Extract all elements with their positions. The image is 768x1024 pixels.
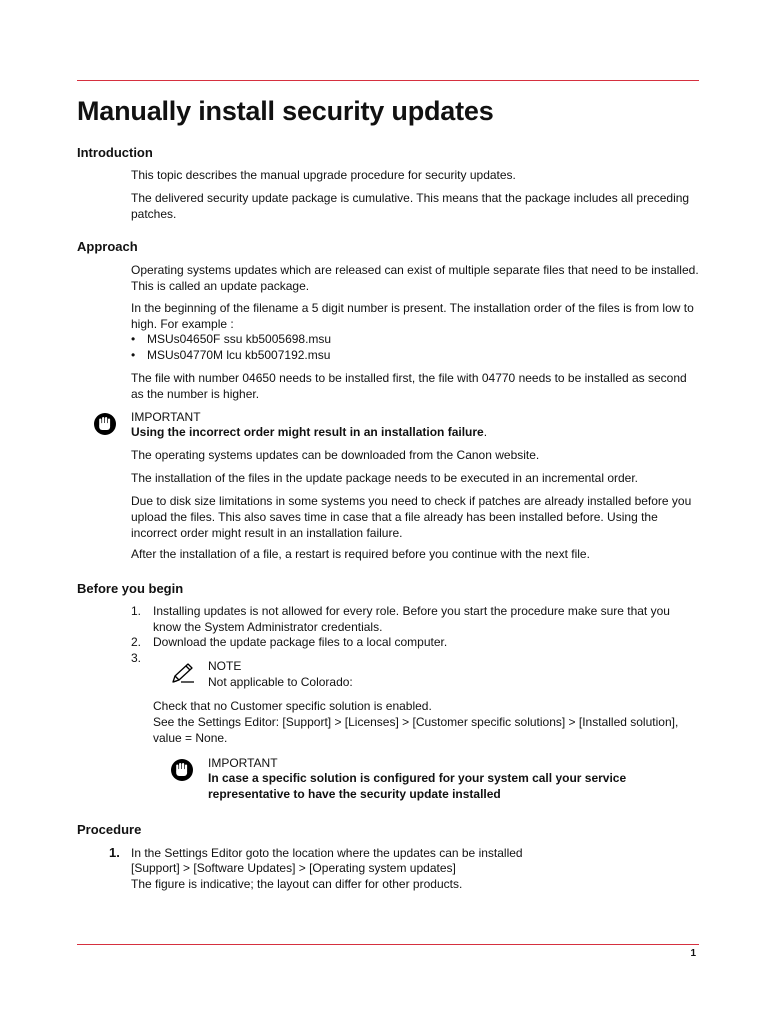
approach-paragraph-2: In the beginning of the filename a 5 digit number is present. The installation order of the files is from low to high. For example : [131, 301, 694, 331]
bullet: • [131, 332, 136, 346]
important-text [131, 424, 701, 440]
step-number: 2. [131, 635, 142, 649]
note-text: Not applicable to Colorado: [208, 675, 353, 689]
page-number: 1 [690, 948, 696, 959]
procedure-line-1: In the Settings Editor goto the location where the updates can be installed [131, 846, 523, 860]
intro-paragraph-1: This topic describes the manual upgrade procedure for security updates. [131, 168, 516, 182]
step-text: Download the update package files to a local computer. [153, 635, 448, 649]
important-label: IMPORTANT [208, 756, 278, 770]
list-item-text: MSUs04770M lcu kb5007192.msu [147, 348, 331, 362]
bullet: • [131, 348, 136, 362]
approach-paragraph-5: The installation of the files in the update package needs to be executed in an incremental order. [131, 471, 638, 485]
section-heading-approach: Approach [77, 239, 138, 254]
step-text: Installing updates is not allowed for every role. Before you start the procedure make sure that you know the System Administrator credentials. [153, 604, 670, 634]
bottom-rule [77, 944, 699, 945]
hand-stop-icon [93, 412, 117, 436]
step-number: 1. [131, 604, 142, 618]
important-text-body: Using the incorrect order might result in an installation failure [131, 425, 484, 439]
note-label: NOTE [208, 659, 242, 673]
procedure-line-2: [Support] > [Software Updates] > [Operating system updates] [131, 861, 456, 875]
list-item [131, 331, 331, 347]
check-line-2: See the Settings Editor: [Support] > [Licenses] > [Customer specific solutions] > [Installed solution], value = None. [153, 715, 679, 745]
intro-paragraph-2: The delivered security update package is cumulative. This means that the package includes all preceding patches. [131, 191, 690, 221]
important-label: IMPORTANT [131, 410, 201, 424]
section-heading-before-you-begin: Before you begin [77, 581, 184, 596]
pencil-note-icon [170, 661, 196, 685]
important-text: In case a specific solution is configured for your system call your service representative to have the security update installed [208, 771, 627, 801]
important-text-period: . [483, 425, 488, 439]
section-heading-introduction: Introduction [77, 145, 153, 160]
list-item [131, 347, 330, 363]
page-title: Manually install security updates [77, 96, 494, 126]
approach-paragraph-6: Due to disk size limitations in some systems you need to check if patches are already installed before you upload the files. This also saves time in case that a file already has been installed before. Using the incorrect order might result in an installation failure. [131, 494, 692, 540]
hand-stop-icon [170, 758, 194, 782]
procedure-step-number: 1. [109, 845, 120, 860]
procedure-line-3: The figure is indicative; the layout can differ for other products. [131, 877, 463, 891]
list-item-text: MSUs04650F ssu kb5005698.msu [147, 332, 332, 346]
approach-paragraph-7: After the installation of a file, a restart is required before you continue with the next file. [131, 547, 590, 561]
step-number: 3. [131, 651, 142, 665]
approach-paragraph-3: The file with number 04650 needs to be installed first, the file with 04770 needs to be installed as second as the number is higher. [131, 371, 687, 401]
check-line-1: Check that no Customer specific solution is enabled. [153, 699, 432, 713]
approach-paragraph-4: The operating systems updates can be downloaded from the Canon website. [131, 448, 540, 462]
top-rule [77, 80, 699, 81]
section-heading-procedure: Procedure [77, 822, 142, 837]
approach-paragraph-1: Operating systems updates which are released can exist of multiple separate files that need to be installed. This is called an update package. [131, 263, 699, 293]
